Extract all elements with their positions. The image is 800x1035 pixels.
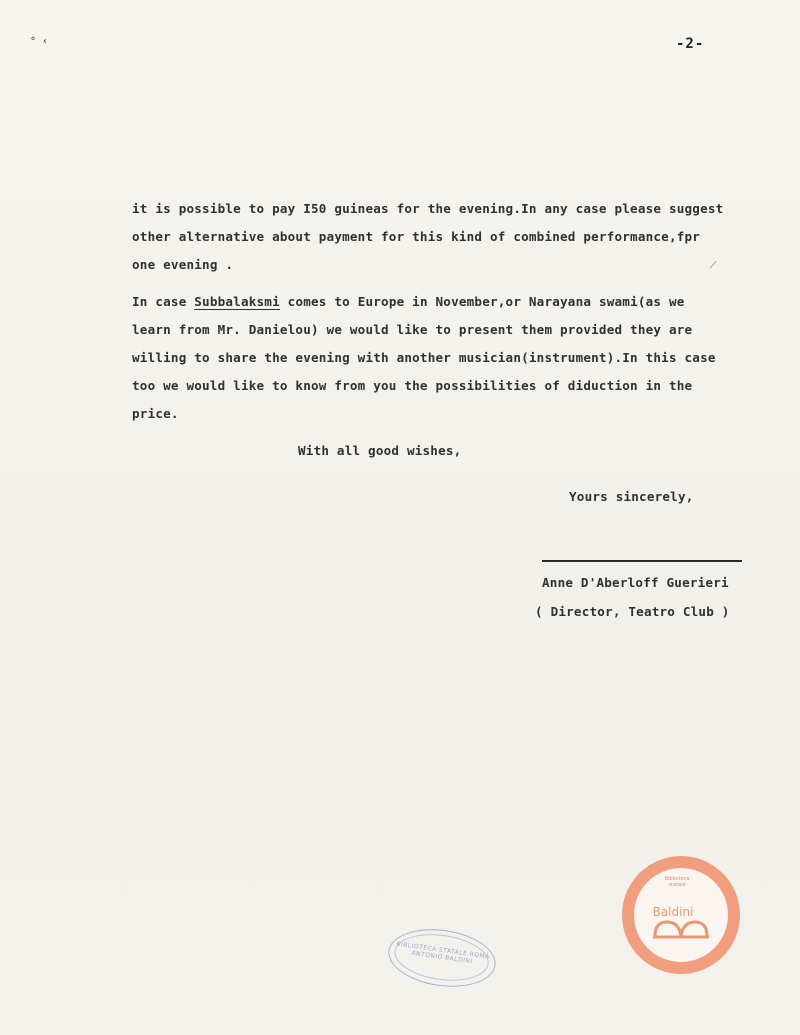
paragraph2-line2: learn from Mr. Danielou) we would like to present them provided they are	[132, 322, 693, 337]
paragraph2-line4: too we would like to know from you the possibilities of diduction in the	[132, 378, 693, 393]
closing-line: With all good wishes,	[298, 443, 462, 458]
archive-stamp-text: BIBLIOTECA STATALE ROMA ANTONIO BALDINI	[395, 940, 491, 966]
paragraph1-line1: it is possible to pay I50 guineas for the evening.In any case please suggest	[132, 201, 724, 216]
archive-stamp	[385, 923, 500, 993]
paragraph2-line3: willing to share the evening with another musician(instrument).In this case	[132, 350, 716, 365]
paragraph2-line1-before: In case	[132, 294, 195, 309]
underlined-name: Subbalaksmi	[194, 294, 280, 309]
paragraph2-line1-after: comes to Europe in November,or Narayana swami(as we	[279, 294, 685, 309]
paragraph1-line3: one evening .	[132, 257, 234, 272]
library-logo-small-text: Biblioteca statale	[664, 876, 690, 888]
paragraph1-line2: other alternative about payment for this kind of combined performance,fpr	[132, 229, 701, 244]
page-number: -2-	[676, 36, 705, 52]
paragraph2-line5: price.	[132, 406, 179, 421]
margin-tick: ⁄	[707, 257, 719, 274]
library-logo	[622, 856, 740, 974]
valediction: Yours sincerely,	[569, 489, 694, 504]
open-book-icon	[651, 918, 711, 940]
signatory-title: ( Director, Teatro Club )	[535, 604, 730, 619]
edge-mark: ° ‹	[30, 36, 49, 47]
library-logo-name: Baldini	[652, 905, 694, 919]
signatory-name: Anne D'Aberloff Guerieri	[542, 575, 729, 590]
signature-line	[542, 560, 742, 562]
paragraph2-line1	[132, 294, 685, 309]
